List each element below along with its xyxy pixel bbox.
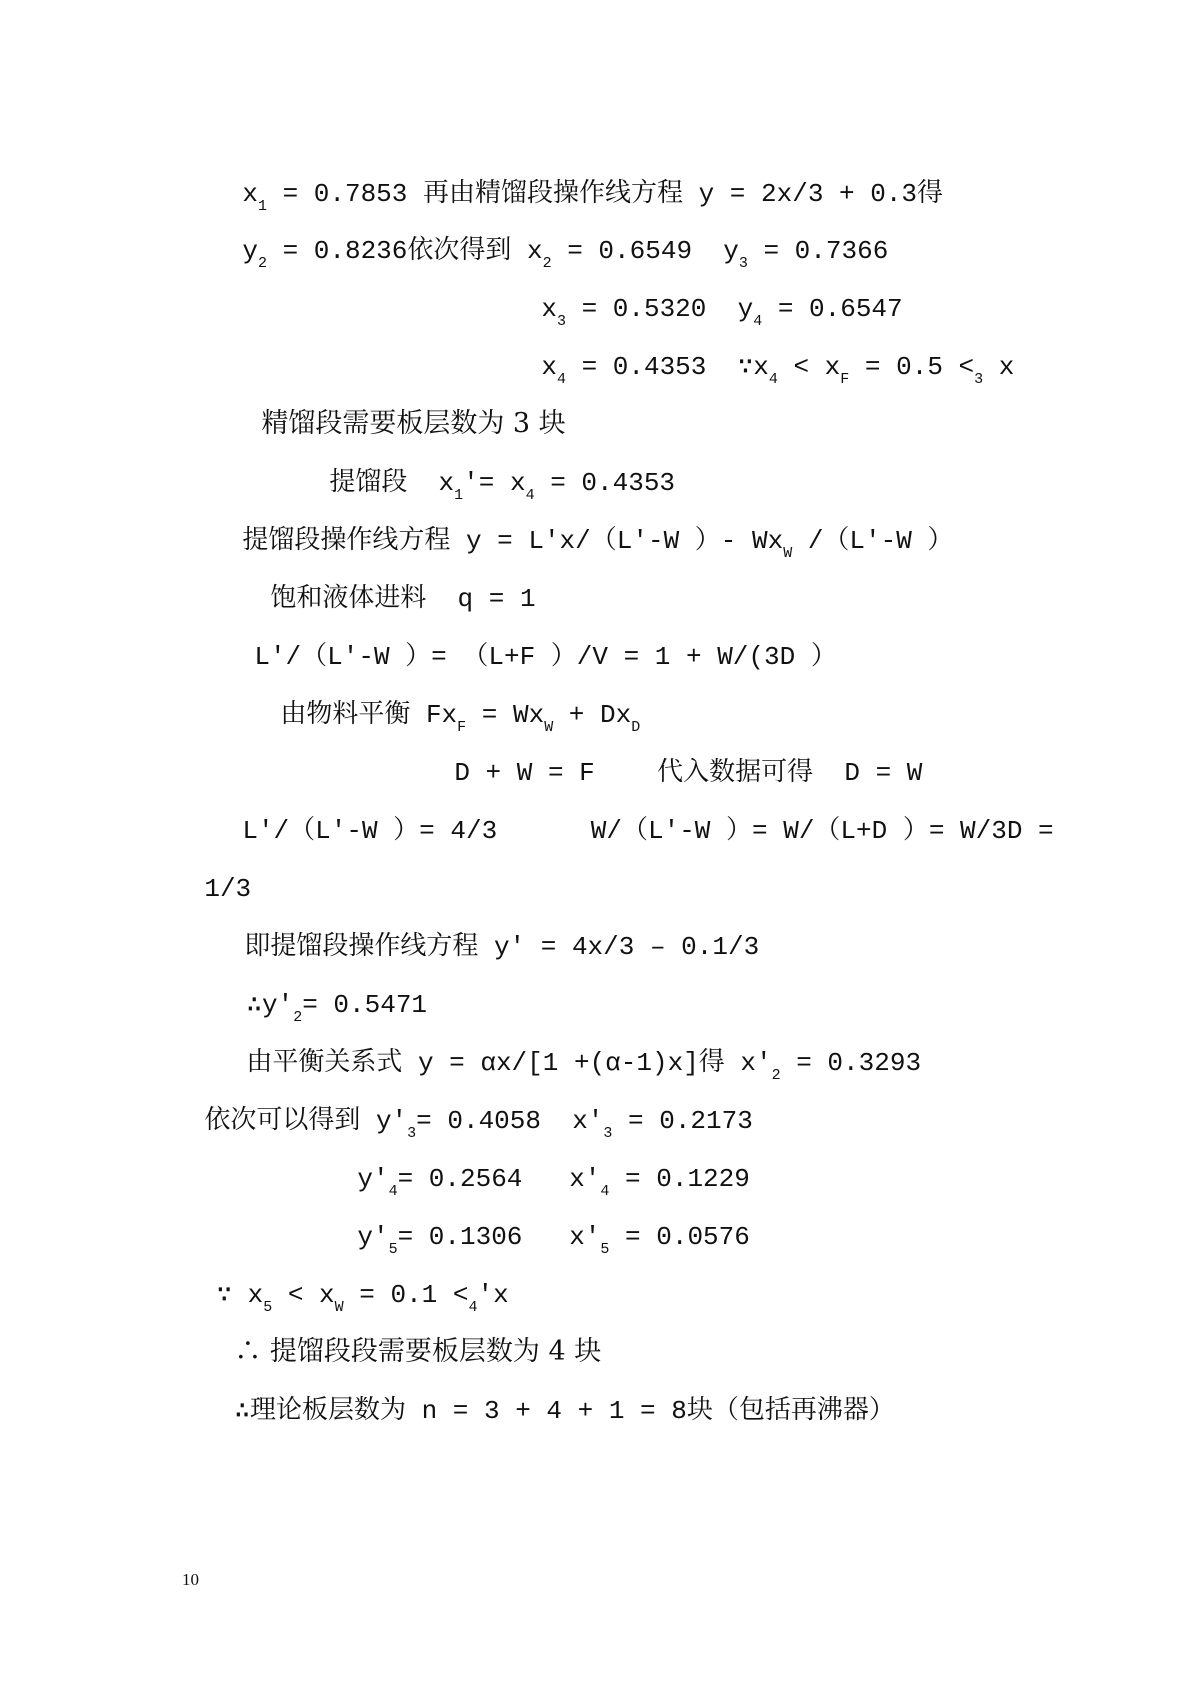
equation-line-16: 由平衡关系式 y = αx/[1 +(α-1)x]得 $x'_2 = 0.3293$ <box>246 1048 922 1084</box>
text-line-21: ∴ 提馏段段需要板层数为 4 块 <box>234 1336 602 1367</box>
text-line-5: 精馏段需要板层数为 3 块 <box>261 408 566 439</box>
equation-line-6: 提馏段 $x_1'= x_4 = 0.4353$ <box>329 468 676 504</box>
equation-line-20: ∵ $x_5 < x_W = 0.1 <_4'x$ <box>216 1280 509 1316</box>
text-line-22: ∴理论板层数为 n = 3 + 4 + 1 = 8块（包括再沸器） <box>234 1396 895 1426</box>
equation-line-10: 由物料平衡 $Fx_F = Wx_W + Dx_D$ <box>280 700 641 736</box>
page-number: 10 <box>182 1570 199 1589</box>
equation-line-8: 饱和液体进料 q = 1 <box>270 584 536 614</box>
equation-line-2: $y_2 = 0.8236$依次得到 $x_2 = 0.6549$ $y_3 = 0.7366$ <box>242 236 889 272</box>
equation-line-11: D + W = F 代入数据可得 D = W <box>454 758 923 788</box>
equation-line-15: $\therefore y'_2= 0.5471$ <box>246 990 428 1026</box>
equation-line-12: L'/（L'-W ）= 4/3 W/（L'-W ）= W/（L+D ）= W/3D = <box>242 816 1054 846</box>
equation-line-14: 即提馏段操作线方程 y' = 4x/3 – 0.1/3 <box>244 932 760 962</box>
equation-line-1: $x_1 = 0.7853$ 再由精馏段操作线方程 y = 2x/3 + 0.3得 <box>242 179 944 215</box>
equation-line-4: $x_4 = 0.4353$ $\because x_4 < x_F = 0.5 <_3$ x <box>541 352 1015 388</box>
equation-line-7: 提馏段操作线方程 y = L'x/（L'-W ）- $Wx_W$ /（L'-W ） <box>242 526 954 562</box>
equation-line-19: $y'_5= 0.1306$ $x'_5 = 0.0576$ <box>357 1222 750 1258</box>
equation-line-18: $y'_4= 0.2564$ $x'_4 = 0.1229$ <box>357 1164 750 1200</box>
equation-line-17: 依次可以得到 $y'_3= 0.4058$ $x'_3 = 0.2173$ <box>204 1106 753 1142</box>
equation-line-13: 1/3 <box>204 874 252 904</box>
equation-line-9: L'/（L'-W ）= （L+F ）/V = 1 + W/(3D ） <box>254 642 837 672</box>
equation-line-3: $x_3 = 0.5320$ $y_4 = 0.6547$ <box>541 294 903 330</box>
